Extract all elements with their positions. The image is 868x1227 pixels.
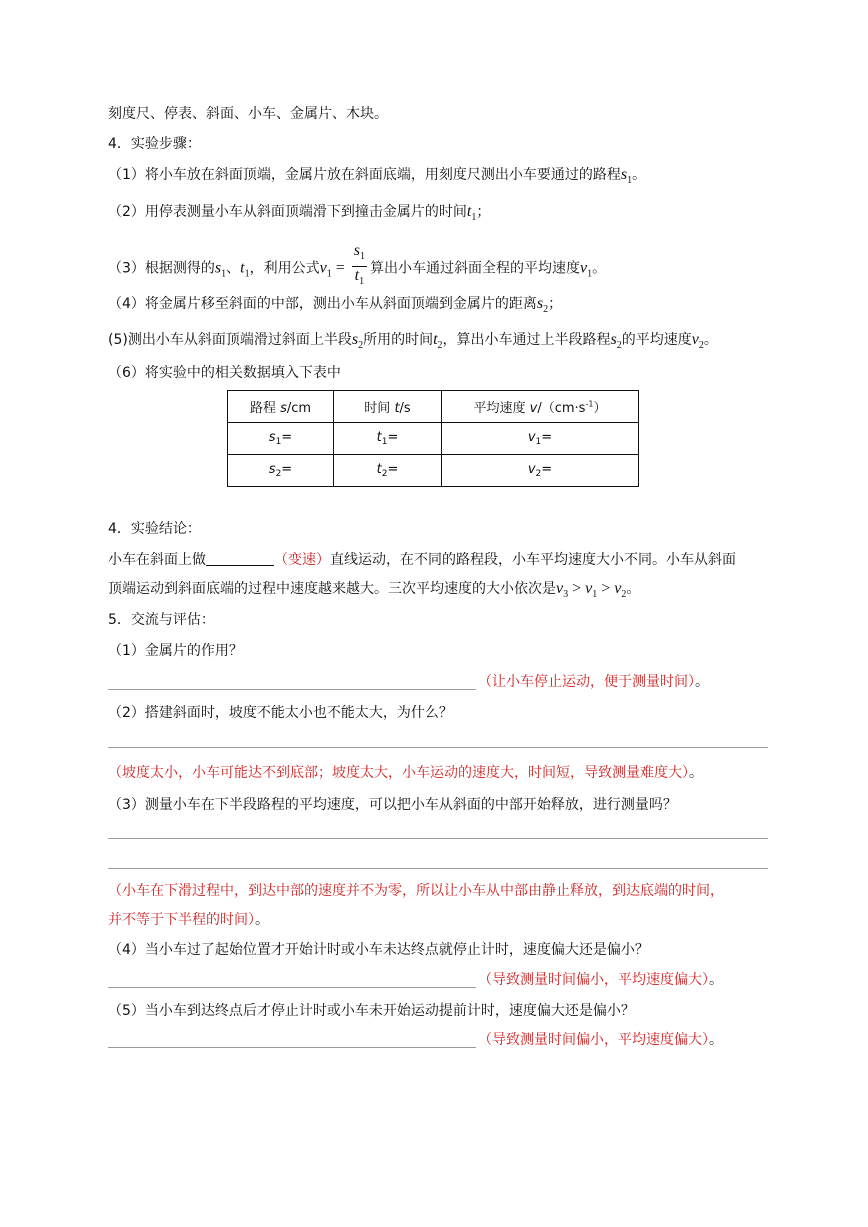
step-5-text-b: 所用的时间 — [363, 332, 434, 348]
data-table — [227, 390, 639, 487]
header-speed: 平均速度 $v/(cm\cdot s^{-1})$ — [442, 391, 639, 423]
question-5: （5）当小车到达终点后才停止计时或小车未开始运动提前计时，速度偏大还是偏小？ — [108, 1003, 635, 1019]
cell-v2: $v_2=$ — [442, 455, 639, 487]
step-3-text-b: ，利用公式 — [249, 260, 320, 277]
cell-t2: $t_2=$ — [334, 455, 442, 487]
sub-2: 2 — [543, 304, 549, 315]
answer-line-3a — [108, 838, 768, 839]
end-mark: 。 — [255, 912, 269, 928]
var-v: v — [614, 580, 622, 597]
cell-v1: $v_1=$ — [442, 423, 639, 455]
end-mark: 。 — [695, 674, 709, 690]
answer-3-line-1: （小车在下滑过程中，到达中部的速度并不为零，所以让小车从中部由静止释放，到达底端的时间， — [108, 883, 724, 899]
var-v: v — [585, 580, 593, 597]
step-4-text: （4）将金属片移至斜面的中部，测出小车从斜面顶端到金属片的距离 — [108, 296, 537, 312]
var-t: t — [354, 267, 360, 284]
step-3-text-c: 算出小车通过斜面全程的平均速度 — [369, 260, 580, 277]
period: 。 — [592, 260, 607, 277]
sub-1: 1 — [471, 212, 477, 223]
answer-1 — [478, 671, 709, 693]
cell-s1: $s_1=$ — [228, 423, 334, 455]
answer-2 — [108, 762, 703, 784]
period: 。 — [626, 581, 641, 597]
comma: 、 — [226, 260, 241, 277]
question-4: （4）当小车过了起始位置才开始计时或小车未达终点就停止计时，速度偏大还是偏小？ — [108, 942, 649, 958]
answer-2-text: （坡度太小，小车可能达不到底部；坡度太大，小车运动的速度大，时间短，导致测量难度大） — [108, 765, 689, 781]
fraction-numerator — [352, 242, 367, 267]
answer-3-line-2 — [108, 909, 269, 931]
var-t: t — [433, 331, 438, 348]
step-2-text: （2）用停表测量小车从斜面顶端滑下到撞击金属片的时间 — [108, 204, 467, 220]
var-s: s — [351, 331, 359, 348]
answer-blank — [206, 549, 274, 566]
equipment-line: 刻度尺、停表、斜面、小车、金属片、木块。 — [108, 106, 388, 122]
sub-1: 1 — [627, 175, 633, 186]
fraction-denominator — [352, 267, 367, 291]
answer-5 — [478, 1029, 723, 1051]
answer-line-5 — [108, 1047, 476, 1048]
step-1-text: （1）将小车放在斜面顶端，金属片放在斜面底端，用刻度尺测出小车要通过的路程 — [108, 167, 621, 183]
greater-than: > — [568, 580, 586, 597]
header-time: 时间 t/s — [334, 391, 442, 423]
cell-s2: $s_2=$ — [228, 455, 334, 487]
header-distance: 路程 s/cm — [228, 391, 334, 423]
var-s: s — [610, 331, 617, 348]
steps-heading: 4．实验步骤： — [108, 136, 201, 152]
answer-3-text: 并不等于下半程的时间） — [108, 912, 255, 928]
conclusion-heading: 4．实验结论： — [108, 521, 201, 537]
conclusion-line-2 — [108, 578, 640, 606]
end-mark: 。 — [709, 1032, 723, 1048]
question-2: （2）搭建斜面时，坡度不能太小也不能太大，为什么？ — [108, 705, 453, 721]
sub-1: 1 — [244, 268, 250, 280]
conclusion-text-c: 顶端运动到斜面底端的过程中速度越来越大。三次平均速度的大小依次是 — [108, 581, 556, 597]
step-5-text-d: 的平均速度 — [621, 332, 692, 348]
sub-2: 2 — [616, 340, 622, 351]
step-2 — [108, 201, 490, 229]
sub-3: 3 — [563, 589, 569, 600]
sub-1: 1 — [592, 589, 598, 600]
step-3 — [108, 244, 606, 293]
step-6: （6）将实验中的相关数据填入下表中 — [108, 365, 341, 381]
sub-1: 1 — [587, 268, 593, 280]
question-3: （3）测量小车在下半段路程的平均速度，可以把小车从斜面的中部开始释放，进行测量吗？ — [108, 797, 677, 813]
semicolon: ； — [476, 204, 491, 220]
sub-2: 2 — [358, 340, 364, 351]
var-v: v — [556, 580, 564, 597]
var-v: v — [691, 331, 699, 348]
answer-line-2 — [108, 747, 768, 748]
period: 。 — [632, 167, 647, 183]
question-1: （1）金属片的作用？ — [108, 643, 243, 659]
sub-1: 1 — [359, 276, 365, 287]
equals-sign: = — [331, 259, 349, 277]
answer-4-text: （导致测量时间偏小，平均速度偏大） — [478, 972, 709, 988]
conclusion-line-1 — [108, 549, 736, 571]
sub-2: 2 — [437, 340, 443, 351]
var-s: s — [353, 242, 360, 259]
var-s: s — [214, 259, 222, 277]
sub-1: 1 — [221, 268, 227, 280]
semicolon: ； — [548, 296, 563, 312]
var-t: t — [240, 259, 245, 277]
var-t: t — [466, 203, 472, 220]
answer-line-4 — [108, 987, 476, 988]
step-5-text-c: ，算出小车通过上半段路程 — [442, 332, 611, 348]
conclusion-text-a: 小车在斜面上做 — [108, 552, 206, 568]
var-s: s — [536, 295, 544, 312]
end-mark: 。 — [709, 972, 723, 988]
answer-text: （变速） — [274, 552, 330, 568]
cell-t1: $t_1=$ — [334, 423, 442, 455]
answer-line-1 — [108, 689, 476, 690]
step-5 — [108, 329, 718, 357]
step-3-text-a: （3）根据测得的 — [108, 260, 215, 277]
evaluation-heading: 5．交流与评估： — [108, 612, 215, 628]
var-v: v — [319, 259, 327, 277]
sub-1: 1 — [359, 251, 365, 262]
greater-than: > — [597, 580, 615, 597]
table-header-row — [228, 391, 639, 423]
sub-1: 1 — [326, 268, 332, 280]
table-row — [228, 455, 639, 487]
var-s: s — [620, 166, 628, 183]
answer-4 — [478, 969, 723, 991]
step-4 — [108, 293, 562, 321]
sub-2: 2 — [698, 340, 704, 351]
step-5-text-a: (5)测出小车从斜面顶端滑过斜面上半段 — [108, 332, 352, 348]
answer-line-3b — [108, 868, 768, 869]
sub-2: 2 — [621, 589, 627, 600]
formula-fraction — [352, 242, 367, 291]
step-1 — [108, 164, 646, 192]
answer-1-text: （让小车停止运动，便于测量时间） — [478, 674, 695, 690]
table-row — [228, 423, 639, 455]
answer-5-text: （导致测量时间偏小，平均速度偏大） — [478, 1032, 709, 1048]
conclusion-text-b: 直线运动，在不同的路程段，小车平均速度大小不同。小车从斜面 — [330, 552, 736, 568]
period: 。 — [703, 332, 718, 348]
var-v: v — [579, 259, 588, 277]
end-mark: 。 — [689, 765, 703, 781]
